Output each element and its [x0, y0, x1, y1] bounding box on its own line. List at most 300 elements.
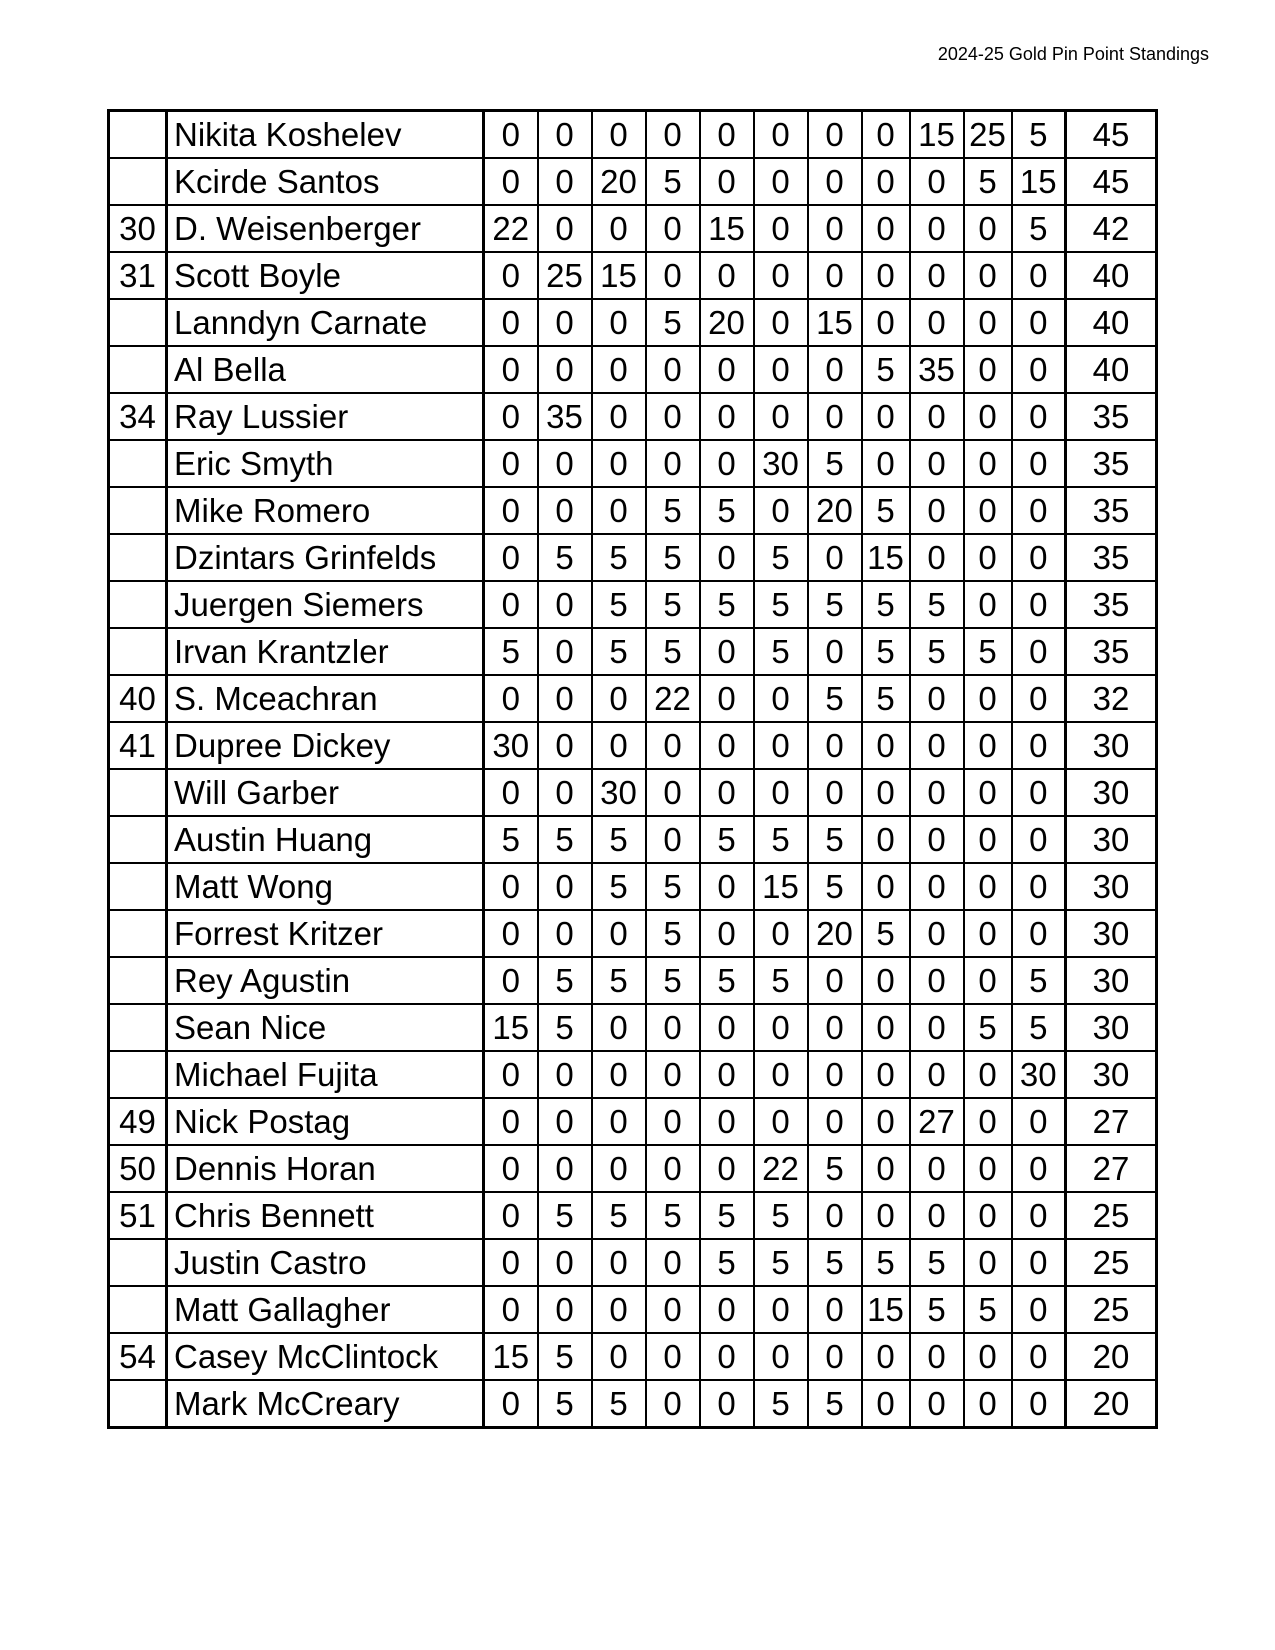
- score-cell: 0: [1012, 675, 1066, 722]
- score-cell: 0: [1012, 910, 1066, 957]
- score-cell: 5: [862, 346, 910, 393]
- score-cell: 0: [910, 534, 964, 581]
- score-cell: 0: [484, 1051, 538, 1098]
- score-cell: 0: [1012, 769, 1066, 816]
- score-cell: 0: [538, 111, 592, 159]
- table-row: [109, 769, 1157, 816]
- rank-cell: [109, 1380, 167, 1428]
- score-cell: 0: [808, 252, 862, 299]
- score-cell: 0: [700, 1098, 754, 1145]
- score-cell: 0: [964, 769, 1012, 816]
- score-cell: 0: [862, 1145, 910, 1192]
- score-cell: 0: [646, 111, 700, 159]
- table-row: [109, 957, 1157, 1004]
- score-cell: 0: [754, 299, 808, 346]
- score-cell: 25: [538, 252, 592, 299]
- score-cell: 5: [592, 863, 646, 910]
- score-cell: 0: [808, 1004, 862, 1051]
- table-row: [109, 252, 1157, 299]
- score-cell: 0: [862, 1333, 910, 1380]
- score-cell: 0: [754, 252, 808, 299]
- score-cell: 0: [862, 158, 910, 205]
- score-cell: 0: [484, 1286, 538, 1333]
- score-cell: 0: [1012, 534, 1066, 581]
- score-cell: 0: [862, 1192, 910, 1239]
- player-name-cell: Juergen Siemers: [167, 581, 484, 628]
- score-cell: 0: [1012, 863, 1066, 910]
- rank-cell: [109, 1004, 167, 1051]
- score-cell: 0: [484, 863, 538, 910]
- score-cell: 15: [910, 111, 964, 159]
- score-cell: 5: [910, 1239, 964, 1286]
- player-name-cell: Will Garber: [167, 769, 484, 816]
- score-cell: 0: [910, 487, 964, 534]
- score-cell: 0: [484, 158, 538, 205]
- rank-cell: [109, 299, 167, 346]
- score-cell: 0: [484, 769, 538, 816]
- score-cell: 5: [700, 816, 754, 863]
- total-cell: 35: [1066, 440, 1157, 487]
- total-cell: 45: [1066, 111, 1157, 159]
- table-row: [109, 910, 1157, 957]
- score-cell: 5: [862, 628, 910, 675]
- score-cell: 0: [910, 769, 964, 816]
- score-cell: 0: [484, 487, 538, 534]
- player-name-cell: D. Weisenberger: [167, 205, 484, 252]
- score-cell: 0: [700, 675, 754, 722]
- score-cell: 5: [700, 1239, 754, 1286]
- rank-cell: [109, 910, 167, 957]
- score-cell: 5: [964, 1286, 1012, 1333]
- table-row: [109, 722, 1157, 769]
- score-cell: 0: [862, 863, 910, 910]
- total-cell: 32: [1066, 675, 1157, 722]
- table-row: [109, 299, 1157, 346]
- score-cell: 0: [964, 487, 1012, 534]
- score-cell: 0: [484, 393, 538, 440]
- score-cell: 0: [538, 628, 592, 675]
- total-cell: 20: [1066, 1333, 1157, 1380]
- table-row: [109, 1239, 1157, 1286]
- score-cell: 5: [910, 581, 964, 628]
- total-cell: 30: [1066, 769, 1157, 816]
- player-name-cell: Ray Lussier: [167, 393, 484, 440]
- score-cell: 0: [484, 1380, 538, 1428]
- rank-cell: 41: [109, 722, 167, 769]
- score-cell: 0: [910, 1145, 964, 1192]
- score-cell: 20: [808, 910, 862, 957]
- rank-cell: [109, 863, 167, 910]
- score-cell: 0: [808, 111, 862, 159]
- score-cell: 0: [862, 1098, 910, 1145]
- table-row: [109, 205, 1157, 252]
- score-cell: 0: [754, 205, 808, 252]
- score-cell: 0: [592, 722, 646, 769]
- score-cell: 0: [808, 722, 862, 769]
- score-cell: 0: [646, 769, 700, 816]
- score-cell: 0: [964, 722, 1012, 769]
- total-cell: 30: [1066, 1004, 1157, 1051]
- table-row: [109, 1004, 1157, 1051]
- score-cell: 5: [538, 816, 592, 863]
- score-cell: 0: [538, 581, 592, 628]
- table-row: [109, 675, 1157, 722]
- score-cell: 0: [484, 957, 538, 1004]
- total-cell: 27: [1066, 1098, 1157, 1145]
- score-cell: 5: [646, 534, 700, 581]
- score-cell: 0: [910, 158, 964, 205]
- score-cell: 5: [754, 628, 808, 675]
- score-cell: 15: [484, 1004, 538, 1051]
- rank-cell: 34: [109, 393, 167, 440]
- score-cell: 5: [538, 957, 592, 1004]
- score-cell: 0: [700, 910, 754, 957]
- score-cell: 0: [538, 675, 592, 722]
- player-name-cell: S. Mceachran: [167, 675, 484, 722]
- score-cell: 0: [538, 1051, 592, 1098]
- score-cell: 0: [700, 1333, 754, 1380]
- score-cell: 0: [754, 910, 808, 957]
- score-cell: 0: [700, 158, 754, 205]
- score-cell: 0: [964, 863, 1012, 910]
- score-cell: 0: [538, 205, 592, 252]
- total-cell: 35: [1066, 393, 1157, 440]
- score-cell: 0: [700, 346, 754, 393]
- score-cell: 0: [862, 252, 910, 299]
- score-cell: 5: [700, 581, 754, 628]
- rank-cell: [109, 440, 167, 487]
- player-name-cell: Nick Postag: [167, 1098, 484, 1145]
- score-cell: 0: [862, 205, 910, 252]
- score-cell: 0: [808, 1051, 862, 1098]
- score-cell: 0: [538, 722, 592, 769]
- total-cell: 42: [1066, 205, 1157, 252]
- player-name-cell: Al Bella: [167, 346, 484, 393]
- score-cell: 0: [646, 1004, 700, 1051]
- rank-cell: [109, 957, 167, 1004]
- score-cell: 0: [754, 1333, 808, 1380]
- rank-cell: [109, 816, 167, 863]
- score-cell: 0: [700, 534, 754, 581]
- score-cell: 20: [592, 158, 646, 205]
- player-name-cell: Casey McClintock: [167, 1333, 484, 1380]
- score-cell: 5: [808, 1145, 862, 1192]
- score-cell: 0: [862, 957, 910, 1004]
- player-name-cell: Irvan Krantzler: [167, 628, 484, 675]
- rank-cell: [109, 1286, 167, 1333]
- score-cell: 35: [538, 393, 592, 440]
- score-cell: 0: [862, 722, 910, 769]
- score-cell: 0: [1012, 1145, 1066, 1192]
- score-cell: 0: [910, 440, 964, 487]
- score-cell: 0: [646, 1051, 700, 1098]
- score-cell: 0: [862, 769, 910, 816]
- score-cell: 20: [700, 299, 754, 346]
- standings-table-body: [109, 111, 1157, 1428]
- score-cell: 0: [808, 957, 862, 1004]
- score-cell: 0: [964, 1192, 1012, 1239]
- player-name-cell: Dennis Horan: [167, 1145, 484, 1192]
- score-cell: 0: [964, 910, 1012, 957]
- rank-cell: 30: [109, 205, 167, 252]
- score-cell: 0: [592, 675, 646, 722]
- score-cell: 0: [754, 722, 808, 769]
- score-cell: 0: [484, 252, 538, 299]
- total-cell: 30: [1066, 816, 1157, 863]
- score-cell: 0: [1012, 628, 1066, 675]
- score-cell: 0: [910, 1333, 964, 1380]
- player-name-cell: Justin Castro: [167, 1239, 484, 1286]
- rank-cell: 50: [109, 1145, 167, 1192]
- score-cell: 0: [808, 205, 862, 252]
- table-row: [109, 1380, 1157, 1428]
- score-cell: 5: [646, 957, 700, 1004]
- score-cell: 5: [754, 957, 808, 1004]
- total-cell: 27: [1066, 1145, 1157, 1192]
- score-cell: 5: [538, 1004, 592, 1051]
- score-cell: 0: [862, 299, 910, 346]
- score-cell: 0: [646, 1145, 700, 1192]
- total-cell: 40: [1066, 299, 1157, 346]
- rank-cell: 40: [109, 675, 167, 722]
- score-cell: 5: [862, 1239, 910, 1286]
- score-cell: 0: [1012, 1380, 1066, 1428]
- table-row: [109, 1192, 1157, 1239]
- score-cell: 0: [910, 299, 964, 346]
- score-cell: 5: [592, 816, 646, 863]
- total-cell: 40: [1066, 252, 1157, 299]
- score-cell: 0: [910, 393, 964, 440]
- score-cell: 0: [1012, 487, 1066, 534]
- score-cell: 5: [700, 957, 754, 1004]
- score-cell: 0: [964, 1333, 1012, 1380]
- score-cell: 0: [964, 1380, 1012, 1428]
- score-cell: 0: [484, 581, 538, 628]
- score-cell: 5: [538, 1333, 592, 1380]
- table-row: [109, 581, 1157, 628]
- rank-cell: 51: [109, 1192, 167, 1239]
- score-cell: 0: [964, 1239, 1012, 1286]
- player-name-cell: Chris Bennett: [167, 1192, 484, 1239]
- score-cell: 15: [1012, 158, 1066, 205]
- score-cell: 0: [538, 1145, 592, 1192]
- table-row: [109, 534, 1157, 581]
- score-cell: 0: [754, 393, 808, 440]
- table-row: [109, 1051, 1157, 1098]
- score-cell: 0: [484, 111, 538, 159]
- score-cell: 0: [808, 158, 862, 205]
- table-row: [109, 487, 1157, 534]
- score-cell: 5: [1012, 1004, 1066, 1051]
- score-cell: 0: [754, 769, 808, 816]
- score-cell: 5: [646, 628, 700, 675]
- score-cell: 5: [646, 1192, 700, 1239]
- score-cell: 5: [646, 158, 700, 205]
- score-cell: 5: [754, 534, 808, 581]
- score-cell: 0: [700, 769, 754, 816]
- table-row: [109, 393, 1157, 440]
- score-cell: 0: [592, 346, 646, 393]
- player-name-cell: Dzintars Grinfelds: [167, 534, 484, 581]
- score-cell: 0: [910, 675, 964, 722]
- rank-cell: [109, 628, 167, 675]
- score-cell: 0: [484, 1192, 538, 1239]
- player-name-cell: Austin Huang: [167, 816, 484, 863]
- score-cell: 0: [964, 581, 1012, 628]
- score-cell: 0: [646, 440, 700, 487]
- score-cell: 0: [700, 1286, 754, 1333]
- score-cell: 0: [484, 1239, 538, 1286]
- score-cell: 0: [538, 910, 592, 957]
- score-cell: 0: [1012, 1286, 1066, 1333]
- score-cell: 0: [646, 1380, 700, 1428]
- total-cell: 35: [1066, 581, 1157, 628]
- score-cell: 0: [754, 487, 808, 534]
- score-cell: 0: [808, 346, 862, 393]
- page-title: 2024-25 Gold Pin Point Standings: [937, 44, 1209, 64]
- player-name-cell: Dupree Dickey: [167, 722, 484, 769]
- score-cell: 5: [592, 1192, 646, 1239]
- total-cell: 30: [1066, 1051, 1157, 1098]
- score-cell: 30: [484, 722, 538, 769]
- score-cell: 0: [964, 299, 1012, 346]
- total-cell: 25: [1066, 1286, 1157, 1333]
- score-cell: 0: [808, 1098, 862, 1145]
- score-cell: 5: [808, 440, 862, 487]
- total-cell: 35: [1066, 487, 1157, 534]
- score-cell: 0: [538, 769, 592, 816]
- score-cell: 5: [808, 1380, 862, 1428]
- score-cell: 5: [484, 816, 538, 863]
- score-cell: 0: [646, 1286, 700, 1333]
- score-cell: 0: [910, 957, 964, 1004]
- score-cell: 22: [646, 675, 700, 722]
- score-cell: 5: [592, 581, 646, 628]
- player-name-cell: Eric Smyth: [167, 440, 484, 487]
- score-cell: 0: [964, 675, 1012, 722]
- player-name-cell: Rey Agustin: [167, 957, 484, 1004]
- score-cell: 0: [1012, 252, 1066, 299]
- player-name-cell: Scott Boyle: [167, 252, 484, 299]
- score-cell: 5: [646, 910, 700, 957]
- player-name-cell: Lanndyn Carnate: [167, 299, 484, 346]
- player-name-cell: Kcirde Santos: [167, 158, 484, 205]
- score-cell: 0: [910, 252, 964, 299]
- score-cell: 0: [808, 1333, 862, 1380]
- score-cell: 5: [592, 534, 646, 581]
- score-cell: 5: [700, 1192, 754, 1239]
- score-cell: 0: [538, 440, 592, 487]
- score-cell: 0: [1012, 1192, 1066, 1239]
- score-cell: 0: [592, 487, 646, 534]
- score-cell: 0: [538, 487, 592, 534]
- score-cell: 5: [592, 957, 646, 1004]
- score-cell: 0: [646, 816, 700, 863]
- table-row: [109, 816, 1157, 863]
- score-cell: 0: [592, 205, 646, 252]
- score-cell: 0: [754, 158, 808, 205]
- score-cell: 0: [808, 628, 862, 675]
- score-cell: 0: [484, 910, 538, 957]
- score-cell: 0: [808, 1286, 862, 1333]
- score-cell: 25: [964, 111, 1012, 159]
- score-cell: 15: [862, 534, 910, 581]
- score-cell: 0: [538, 158, 592, 205]
- score-cell: 0: [910, 1192, 964, 1239]
- total-cell: 30: [1066, 910, 1157, 957]
- total-cell: 20: [1066, 1380, 1157, 1428]
- score-cell: 0: [910, 205, 964, 252]
- score-cell: 0: [1012, 1333, 1066, 1380]
- score-cell: 5: [862, 910, 910, 957]
- player-name-cell: Mark McCreary: [167, 1380, 484, 1428]
- score-cell: 0: [754, 346, 808, 393]
- score-cell: 0: [964, 205, 1012, 252]
- score-cell: 0: [964, 957, 1012, 1004]
- score-cell: 0: [910, 863, 964, 910]
- table-row: [109, 863, 1157, 910]
- score-cell: 0: [484, 1098, 538, 1145]
- score-cell: 0: [700, 440, 754, 487]
- score-cell: 0: [964, 534, 1012, 581]
- table-row: [109, 1286, 1157, 1333]
- rank-cell: [109, 487, 167, 534]
- score-cell: 5: [964, 628, 1012, 675]
- score-cell: 0: [592, 1004, 646, 1051]
- player-name-cell: Michael Fujita: [167, 1051, 484, 1098]
- score-cell: 0: [862, 1004, 910, 1051]
- rank-cell: [109, 111, 167, 159]
- score-cell: 5: [754, 581, 808, 628]
- score-cell: 5: [646, 581, 700, 628]
- score-cell: 0: [754, 1286, 808, 1333]
- score-cell: 5: [1012, 205, 1066, 252]
- rank-cell: [109, 1239, 167, 1286]
- score-cell: 0: [1012, 1098, 1066, 1145]
- score-cell: 0: [592, 1145, 646, 1192]
- score-cell: 0: [910, 1004, 964, 1051]
- score-cell: 0: [964, 1098, 1012, 1145]
- score-cell: 0: [646, 252, 700, 299]
- rank-cell: 31: [109, 252, 167, 299]
- score-cell: 0: [538, 1239, 592, 1286]
- score-cell: 35: [910, 346, 964, 393]
- score-cell: 5: [646, 299, 700, 346]
- score-cell: 15: [754, 863, 808, 910]
- score-cell: 0: [700, 393, 754, 440]
- score-cell: 0: [700, 111, 754, 159]
- score-cell: 0: [484, 440, 538, 487]
- table-row: [109, 158, 1157, 205]
- score-cell: 0: [1012, 722, 1066, 769]
- score-cell: 0: [646, 205, 700, 252]
- score-cell: 0: [538, 1286, 592, 1333]
- rank-cell: [109, 769, 167, 816]
- score-cell: 5: [808, 863, 862, 910]
- score-cell: 5: [910, 1286, 964, 1333]
- table-row: [109, 111, 1157, 159]
- score-cell: 5: [808, 1239, 862, 1286]
- score-cell: 5: [862, 675, 910, 722]
- score-cell: 0: [862, 440, 910, 487]
- score-cell: 0: [592, 1286, 646, 1333]
- score-cell: 5: [592, 1380, 646, 1428]
- score-cell: 0: [1012, 440, 1066, 487]
- total-cell: 35: [1066, 628, 1157, 675]
- score-cell: 0: [910, 910, 964, 957]
- player-name-cell: Matt Wong: [167, 863, 484, 910]
- player-name-cell: Matt Gallagher: [167, 1286, 484, 1333]
